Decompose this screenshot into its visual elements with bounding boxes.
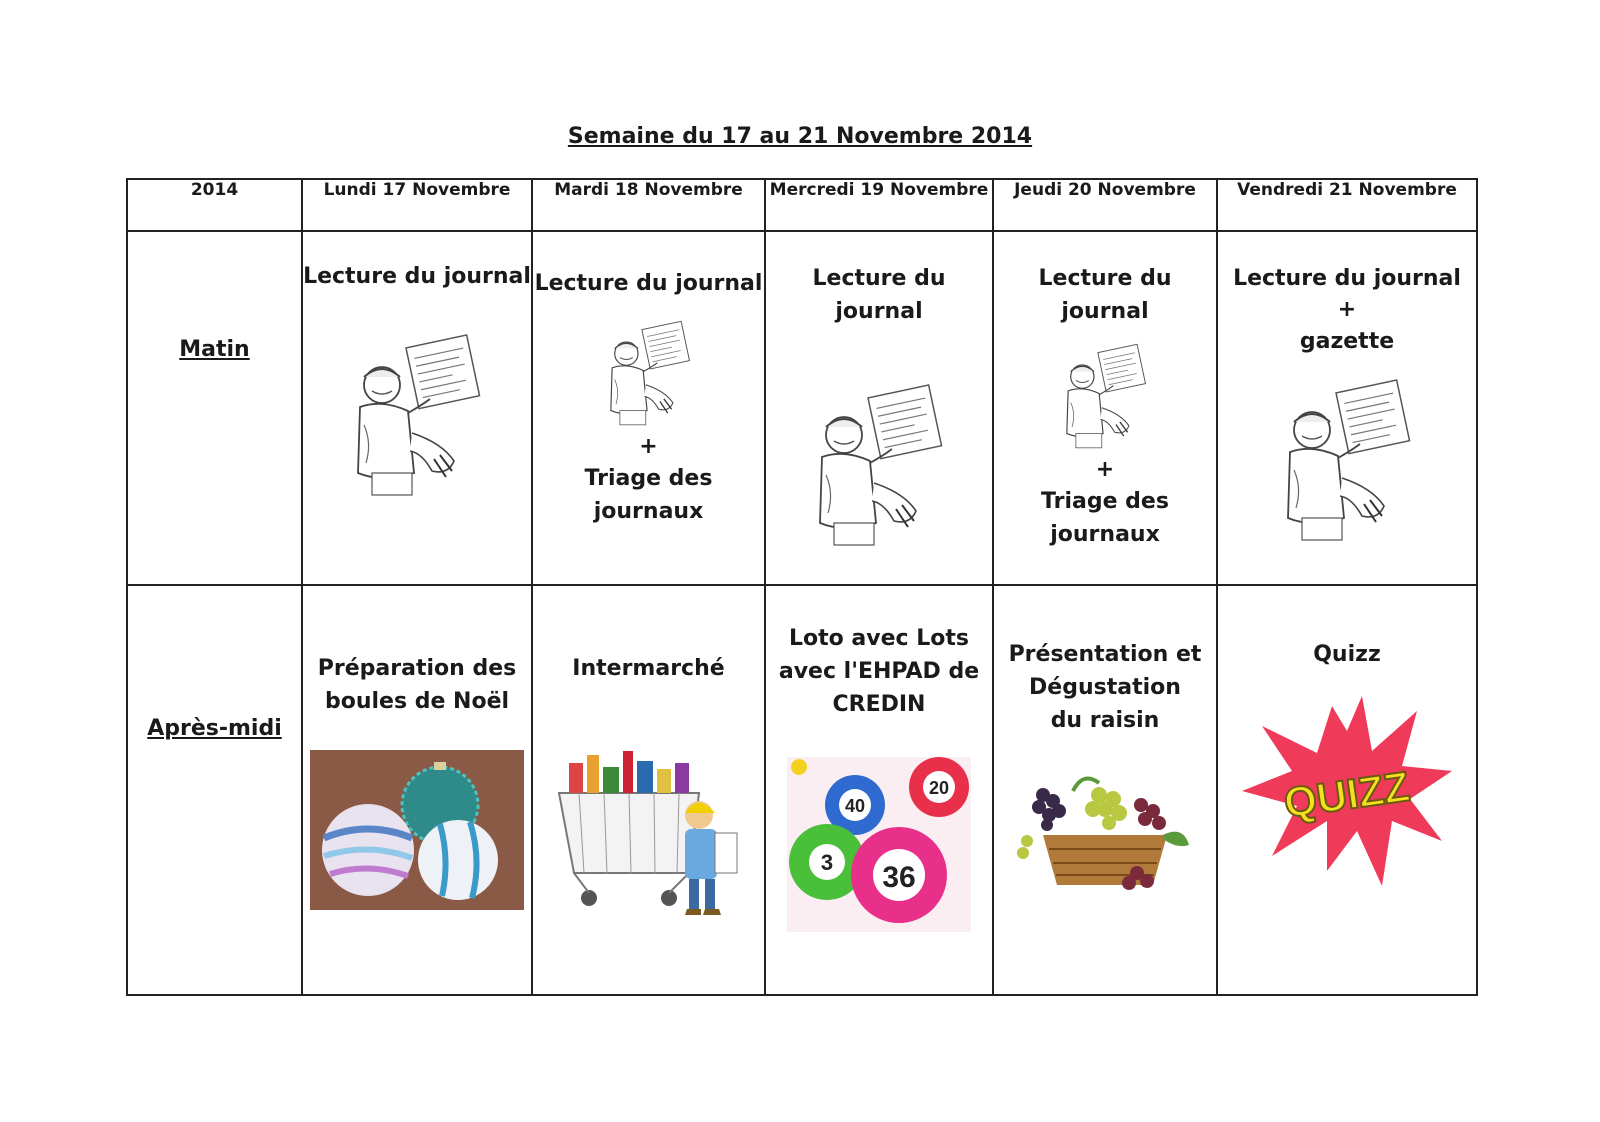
activity-title: Lecture du journal xyxy=(1233,266,1461,292)
activity-line: Loto avec Lots xyxy=(789,626,969,652)
morning-cell-monday xyxy=(302,231,532,585)
activity-line: Préparation des xyxy=(317,656,517,682)
activity-line: Dégustation xyxy=(1029,675,1181,701)
loto-ball-number: 36 xyxy=(882,861,916,895)
activity-line: du raisin xyxy=(1050,708,1160,734)
activity-title: Lecture du journal xyxy=(534,271,763,297)
grapes-basket-image xyxy=(994,765,1216,895)
afternoon-label: Après-midi xyxy=(147,716,282,742)
activity-line: Présentation et xyxy=(1008,642,1202,668)
loto-ball-number: 3 xyxy=(820,850,834,876)
morning-cell-friday xyxy=(1217,231,1477,585)
activity-line: CREDIN xyxy=(832,692,926,718)
plus-sign: + xyxy=(639,434,658,460)
christmas-baubles-image xyxy=(303,750,531,910)
afternoon-row xyxy=(127,585,1477,995)
header-corner: 2014 xyxy=(127,179,302,231)
afternoon-cell-thursday xyxy=(993,585,1217,995)
shopping-cart-image xyxy=(533,733,764,933)
afternoon-cell-tuesday xyxy=(532,585,765,995)
header-day-thursday: Jeudi 20 Novembre xyxy=(993,179,1217,231)
activity-title: Lecture du journal xyxy=(303,264,531,290)
newspaper-reader-icon xyxy=(994,343,1216,453)
plus-sign: + xyxy=(1337,297,1357,323)
quiz-burst-image xyxy=(1218,691,1476,891)
page-title: Semaine du 17 au 21 Novembre 2014 xyxy=(567,124,1033,149)
activity-line: Intermarché xyxy=(572,656,725,682)
activity-extra-line: journaux xyxy=(593,499,704,525)
newspaper-reader-icon xyxy=(766,383,992,553)
activity-extra-line: gazette xyxy=(1299,329,1395,355)
morning-label: Matin xyxy=(179,337,250,363)
activity-line: Quizz xyxy=(1313,642,1381,668)
afternoon-cell-wednesday xyxy=(765,585,993,995)
newspaper-reader-icon xyxy=(1218,378,1476,548)
loto-balls-image xyxy=(766,757,992,932)
header-day-tuesday: Mardi 18 Novembre xyxy=(532,179,765,231)
activity-title: Lecture du journal xyxy=(1038,266,1172,325)
morning-label-cell xyxy=(127,231,302,585)
morning-cell-wednesday xyxy=(765,231,993,585)
afternoon-cell-monday xyxy=(302,585,532,995)
activity-extra-line: Triage des xyxy=(584,466,713,492)
plus-sign: + xyxy=(1095,457,1115,483)
schedule-table xyxy=(126,178,1478,996)
newspaper-reader-icon xyxy=(533,320,764,430)
activity-line: avec l'EHPAD de xyxy=(778,659,980,685)
afternoon-label-cell xyxy=(127,585,302,995)
loto-ball-number: 20 xyxy=(928,778,950,799)
activity-extra-line: Triage des xyxy=(1041,489,1169,515)
header-day-friday: Vendredi 21 Novembre xyxy=(1217,179,1477,231)
newspaper-reader-icon xyxy=(303,333,531,503)
activity-line: boules de Noël xyxy=(324,689,510,715)
header-row xyxy=(127,179,1477,231)
quiz-logo-text: QUIZZ xyxy=(1281,762,1413,828)
header-day-wednesday: Mercredi 19 Novembre xyxy=(765,179,993,231)
morning-row xyxy=(127,231,1477,585)
morning-cell-thursday xyxy=(993,231,1217,585)
morning-cell-tuesday xyxy=(532,231,765,585)
header-day-monday: Lundi 17 Novembre xyxy=(302,179,532,231)
loto-ball-number: 40 xyxy=(844,796,866,817)
afternoon-cell-friday xyxy=(1217,585,1477,995)
activity-title: Lecture du journal xyxy=(812,266,946,325)
activity-extra-line: journaux xyxy=(1050,522,1160,548)
